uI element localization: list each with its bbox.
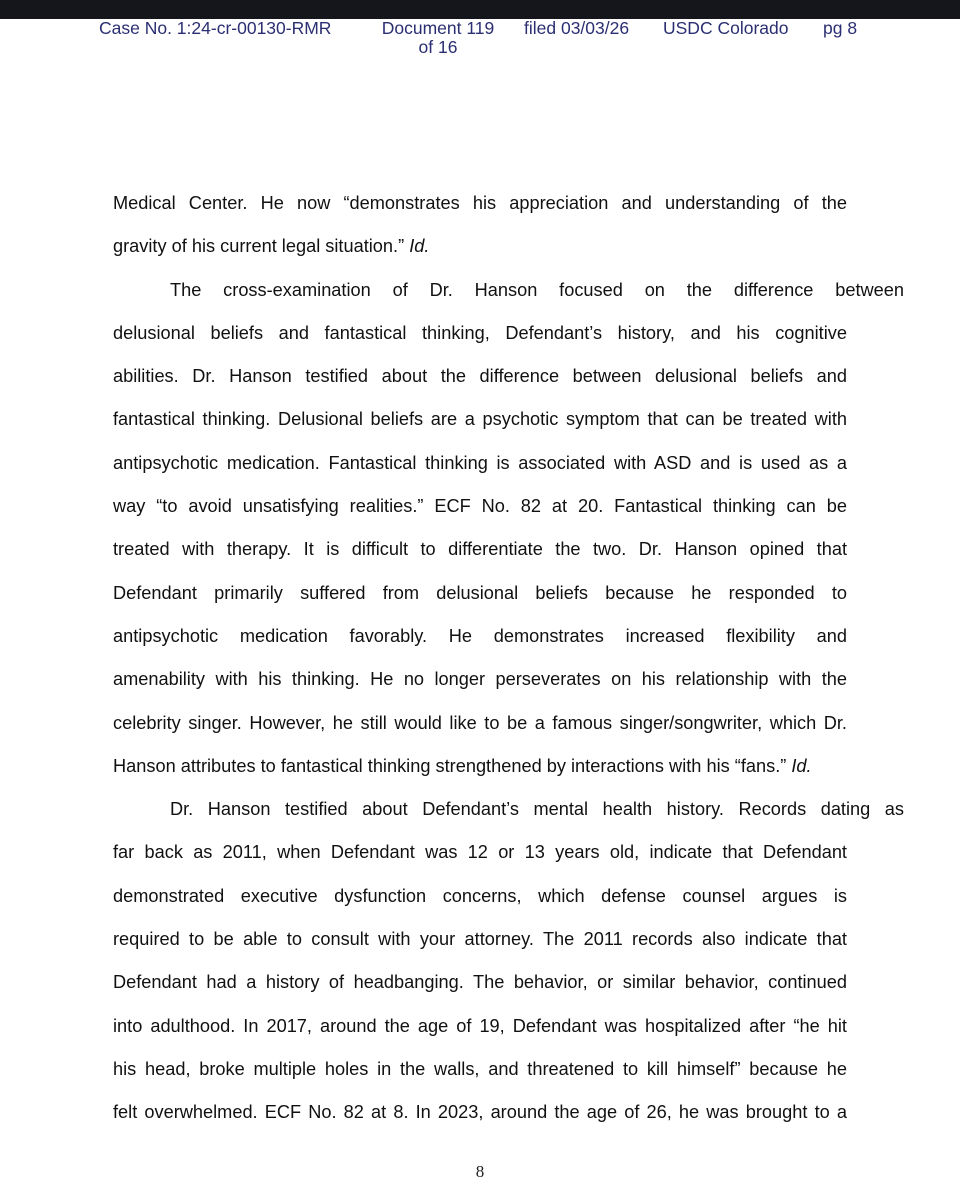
text-line: felt overwhelmed. ECF No. 82 at 8. In 2023, around the age of 26, he was brought to a <box>113 1102 847 1123</box>
document-label: Document 119 <box>381 18 495 38</box>
filed-date: filed 03/03/26 <box>524 18 630 38</box>
paragraph-2 <box>113 269 904 789</box>
citation-id: Id. <box>791 755 812 776</box>
text-line-content: Hanson attributes to fantastical thinking strengthened by interactions with his “fans.” <box>113 755 792 776</box>
page-label: pg 8 <box>823 18 858 38</box>
paragraph-1 <box>113 182 847 269</box>
document-body <box>113 182 904 1135</box>
text-line: celebrity singer. However, he still would like to be a famous singer/songwriter, which Dr. <box>113 712 847 733</box>
citation-id: Id. <box>409 236 430 257</box>
text-line: Defendant had a history of headbanging. The behavior, or similar behavior, continued <box>113 972 847 993</box>
document-total-pages: of 16 <box>418 37 458 57</box>
paragraph-3 <box>113 788 904 1134</box>
text-line: far back as 2011, when Defendant was 12 or 13 years old, indicate that Defendant <box>113 842 847 863</box>
text-line: way “to avoid unsatisfying realities.” ECF No. 82 at 20. Fantastical thinking can be <box>113 496 847 517</box>
text-line: antipsychotic medication favorably. He demonstrates increased flexibility and <box>113 625 847 646</box>
text-line-content: gravity of his current legal situation.” <box>113 236 410 257</box>
text-line: amenability with his thinking. He no longer perseverates on his relationship with the <box>113 669 847 690</box>
page-number: 8 <box>475 1162 485 1181</box>
text-line: Medical Center. He now “demonstrates his appreciation and understanding of the <box>113 193 847 213</box>
text-line: Defendant primarily suffered from delusional beliefs because he responded to <box>113 582 847 603</box>
text-line: Dr. Hanson testified about Defendant’s mental health history. Records dating as <box>170 799 904 820</box>
document-number <box>376 19 500 57</box>
text-line: The cross-examination of Dr. Hanson focused on the difference between <box>170 279 904 300</box>
text-line: antipsychotic medication. Fantastical thinking is associated with ASD and is used as a <box>113 452 847 473</box>
text-line: abilities. Dr. Hanson testified about the difference between delusional beliefs and <box>113 366 847 387</box>
text-line: his head, broke multiple holes in the walls, and threatened to kill himself” because he <box>113 1058 847 1079</box>
text-line: demonstrated executive dysfunction concerns, which defense counsel argues is <box>113 885 847 906</box>
case-number: Case No. 1:24-cr-00130-RMR <box>99 18 332 38</box>
text-line: fantastical thinking. Delusional beliefs are a psychotic symptom that can be treated with <box>113 409 847 430</box>
text-line: delusional beliefs and fantastical thinking, Defendant’s history, and his cognitive <box>113 322 847 343</box>
top-dark-bar <box>0 0 960 19</box>
text-line: into adulthood. In 2017, around the age of 19, Defendant was hospitalized after “he hit <box>113 1015 847 1036</box>
court-name: USDC Colorado <box>663 18 789 38</box>
text-line <box>113 225 847 268</box>
text-line: treated with therapy. It is difficult to differentiate the two. Dr. Hanson opined that <box>113 539 847 560</box>
text-line <box>113 745 847 788</box>
text-line: required to be able to consult with your attorney. The 2011 records also indicate that <box>113 929 847 950</box>
